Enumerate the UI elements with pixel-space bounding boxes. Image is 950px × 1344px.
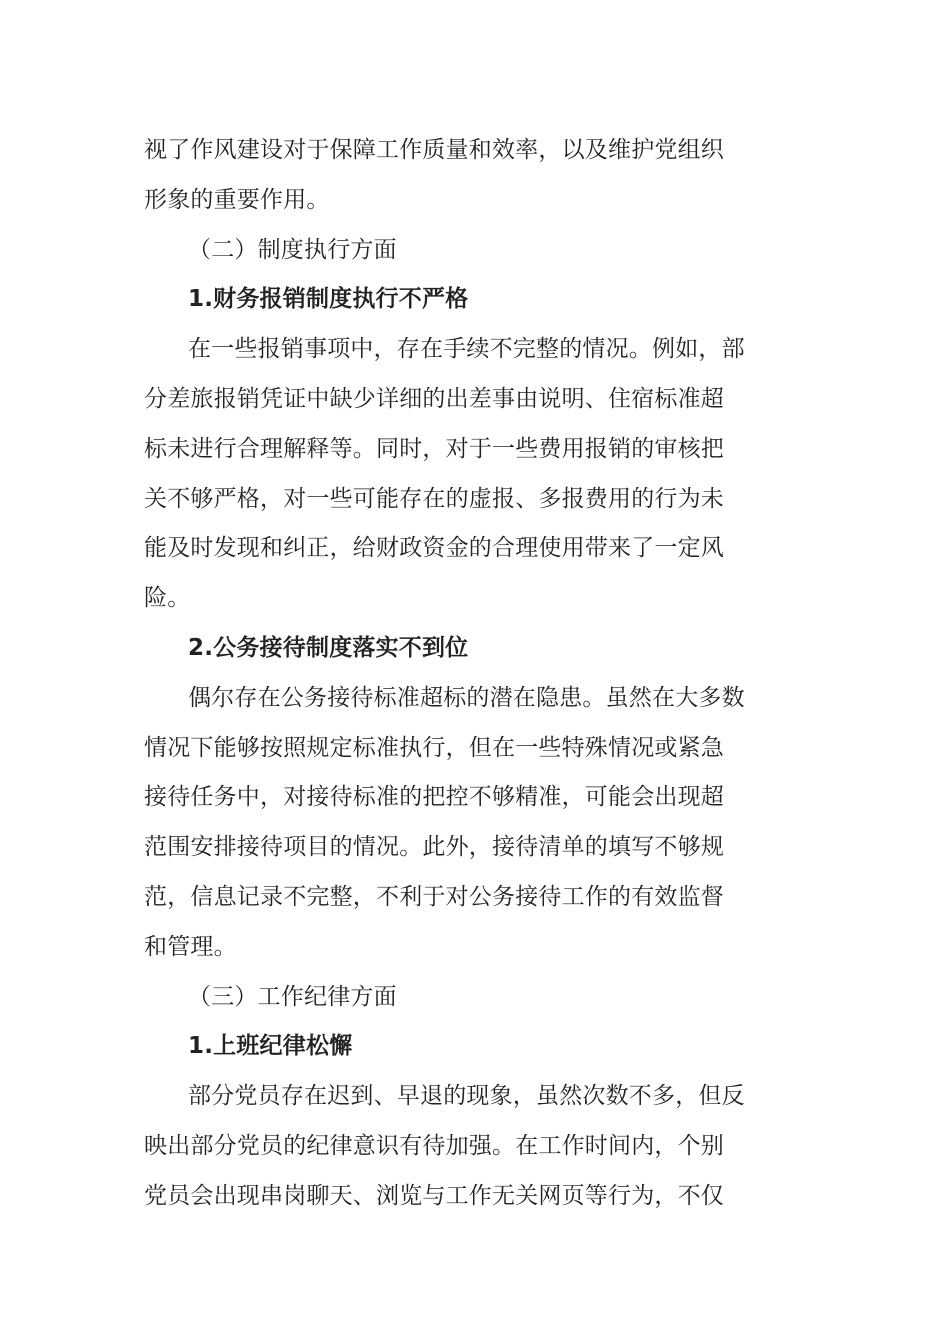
text-line: 和管理。 (144, 933, 237, 960)
text-line: 视了作风建设对于保障工作质量和效率，以及维护党组织 (144, 137, 724, 163)
subsection-heading: 2.公务接待制度落实不到位 (188, 634, 469, 661)
text-line: 党员会出现串岗聊天、浏览与工作无关网页等行为，不仅 (144, 1182, 724, 1209)
text-line: 险。 (144, 585, 191, 612)
document-body (144, 126, 804, 1222)
text-line: 分差旅报销凭证中缺少详细的出差事由说明、住宿标准超 (144, 385, 724, 412)
section-heading: （二）制度执行方面 (188, 236, 397, 263)
section-heading: （三）工作纪律方面 (188, 983, 397, 1010)
text-line: 能及时发现和纠正，给财政资金的合理使用带来了一定风 (144, 535, 724, 562)
text-line: 映出部分党员的纪律意识有待加强。在工作时间内，个别 (144, 1132, 724, 1159)
paragraph-first-line: 偶尔存在公务接待标准超标的潜在隐患。虽然在大多数 (188, 684, 745, 711)
subsection-heading: 1.上班纪律松懈 (188, 1033, 353, 1060)
text-line: 接待任务中，对接待标准的把控不够精准，可能会出现超 (144, 784, 724, 811)
text-line: 关不够严格，对一些可能存在的虚报、多报费用的行为未 (144, 485, 724, 512)
text-line: 形象的重要作用。 (144, 186, 330, 213)
text-line: 标未进行合理解释等。同时，对于一些费用报销的审核把 (144, 435, 724, 462)
text-line: 情况下能够按照规定标准执行，但在一些特殊情况或紧急 (144, 734, 724, 761)
text-line: 范，信息记录不完整，不利于对公务接待工作的有效监督 (144, 883, 724, 910)
paragraph-first-line: 部分党员存在迟到、早退的现象，虽然次数不多，但反 (188, 1083, 745, 1110)
paragraph-first-line: 在一些报销事项中，存在手续不完整的情况。例如，部 (188, 336, 745, 363)
text-line: 范围安排接待项目的情况。此外，接待清单的填写不够规 (144, 834, 724, 861)
subsection-heading: 1.财务报销制度执行不严格 (188, 286, 469, 313)
